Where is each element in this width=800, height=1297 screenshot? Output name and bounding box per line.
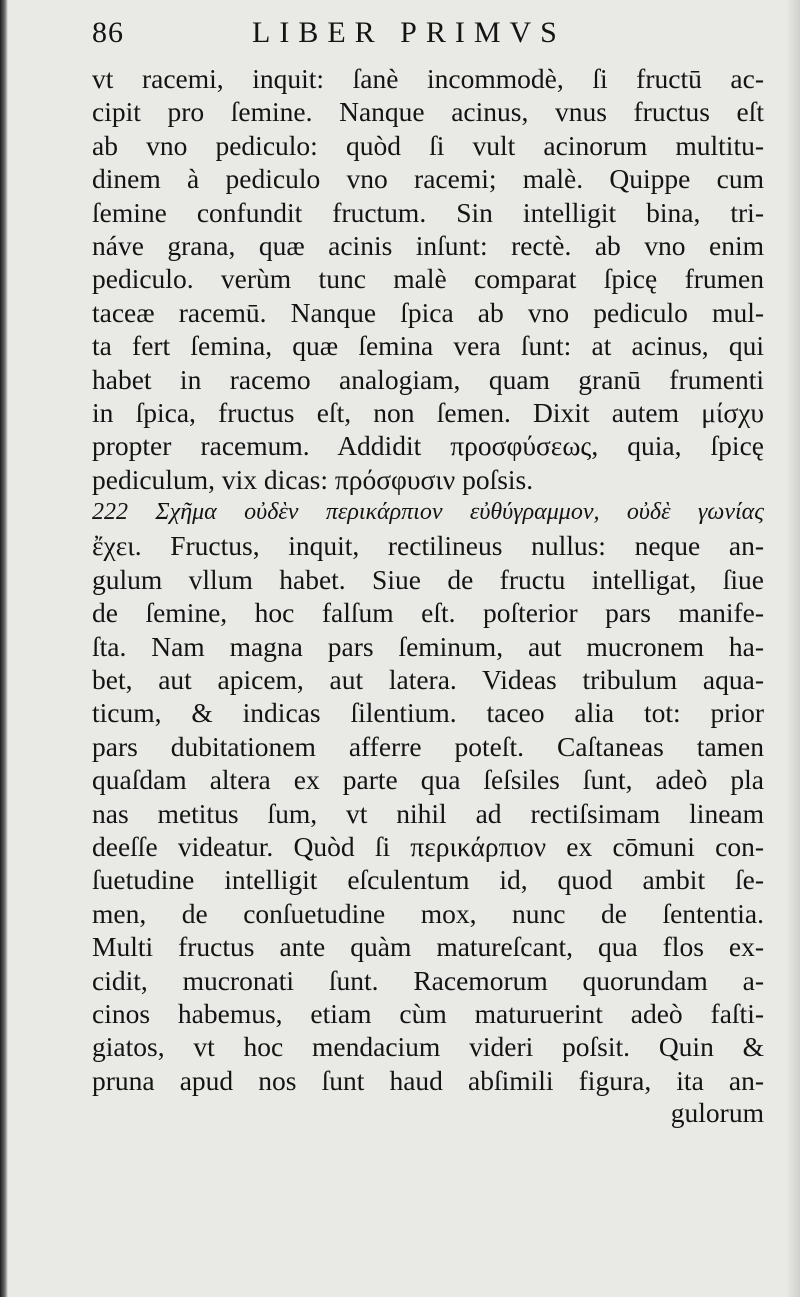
text-line: in ſpica, fructus eſt, non ſemen. Dixit autem μίσχυ (92, 396, 764, 428)
text-line: ſemine confundit fructum. Sin intelligit bina, tri- (92, 196, 764, 228)
text-line: taceæ racemū. Nanque ſpica ab vno pediculo mul- (92, 296, 764, 328)
text-line: ſuetudine intelligit eſculentum id, quod ambit ſe- (92, 864, 764, 896)
catchword: gulorum (670, 1097, 764, 1129)
text-line: pars dubitationem afferre poteſt. Caſtaneas tamen (92, 730, 764, 762)
text-line: men, de conſuetudine mox, nunc de ſententia. (92, 897, 764, 929)
text-line: giatos, vt hoc mendacium videri poſsit. Quin & (92, 1031, 764, 1063)
running-head: LIBER PRIMVS (252, 16, 566, 49)
text-line: ab vno pediculo: quòd ſi vult acinorum multitu- (92, 129, 764, 161)
text-line: pediculum, vix dicas: πρόσφυσιν poſsis. (92, 463, 534, 495)
text-line: quaſdam altera ex parte qua ſeſsiles ſunt, adeò pla (92, 764, 764, 796)
text-line: dinem à pediculo vno racemi; malè. Quippe cum (92, 163, 764, 195)
text-line: ſta. Nam magna pars ſeminum, aut mucronem ha- (92, 630, 764, 662)
body-text (92, 62, 764, 1097)
text-line: vt racemi, inquit: ſanè incommodè, ſi fructū ac- (92, 63, 764, 94)
text-line: propter racemum. Addidit προσφύσεως, quia, ſpicę (92, 430, 764, 462)
page-header (92, 16, 760, 62)
page-number: 86 (92, 16, 124, 49)
text-line: deeſſe videatur. Quòd ſi περικάρπιον ex cōmuni con- (92, 830, 764, 862)
text-line: cinos habemus, etiam cùm maturuerint adeò faſti- (92, 997, 764, 1029)
text-line: nas metitus ſum, vt nihil ad rectiſsimam lineam (92, 797, 764, 829)
text-line: pediculo. verùm tunc malè comparat ſpicę frumen (92, 263, 764, 295)
text-line: ἔχει. Fructus, inquit, rectilineus nullus: neque an- (92, 530, 764, 562)
text-line: habet in racemo analogiam, quam granū frumenti (92, 363, 764, 395)
text-line: cidit, mucronati ſunt. Racemorum quorundam a- (92, 964, 764, 996)
text-line: ta fert ſemina, quæ ſemina vera ſunt: at acinus, qui (92, 330, 764, 362)
text-line: cipit pro ſemine. Nanque acinus, vnus fructus eſt (92, 96, 764, 128)
text-line: gulum vllum habet. Siue de fructu intelligat, ſiue (92, 563, 764, 595)
text-line: de ſemine, hoc falſum eſt. poſterior pars manife- (92, 597, 764, 629)
text-line: bet, aut apicem, aut latera. Videas tribulum aqua- (92, 664, 764, 696)
text-line: náve grana, quæ acinis inſunt: rectè. ab vno enim (92, 229, 764, 261)
text-line: ticum, & indicas ſilentium. taceo alia tot: prior (92, 697, 764, 729)
lemma-line: 222 Σχῆμα οὐδὲν περικάρπιον εὐθύγραμμον, οὐδὲ γωνίας (92, 499, 764, 526)
text-line: Multi fructus ante quàm matureſcant, qua flos ex- (92, 931, 764, 963)
text-line: pruna apud nos ſunt haud abſimili figura, ita an- (92, 1064, 764, 1096)
